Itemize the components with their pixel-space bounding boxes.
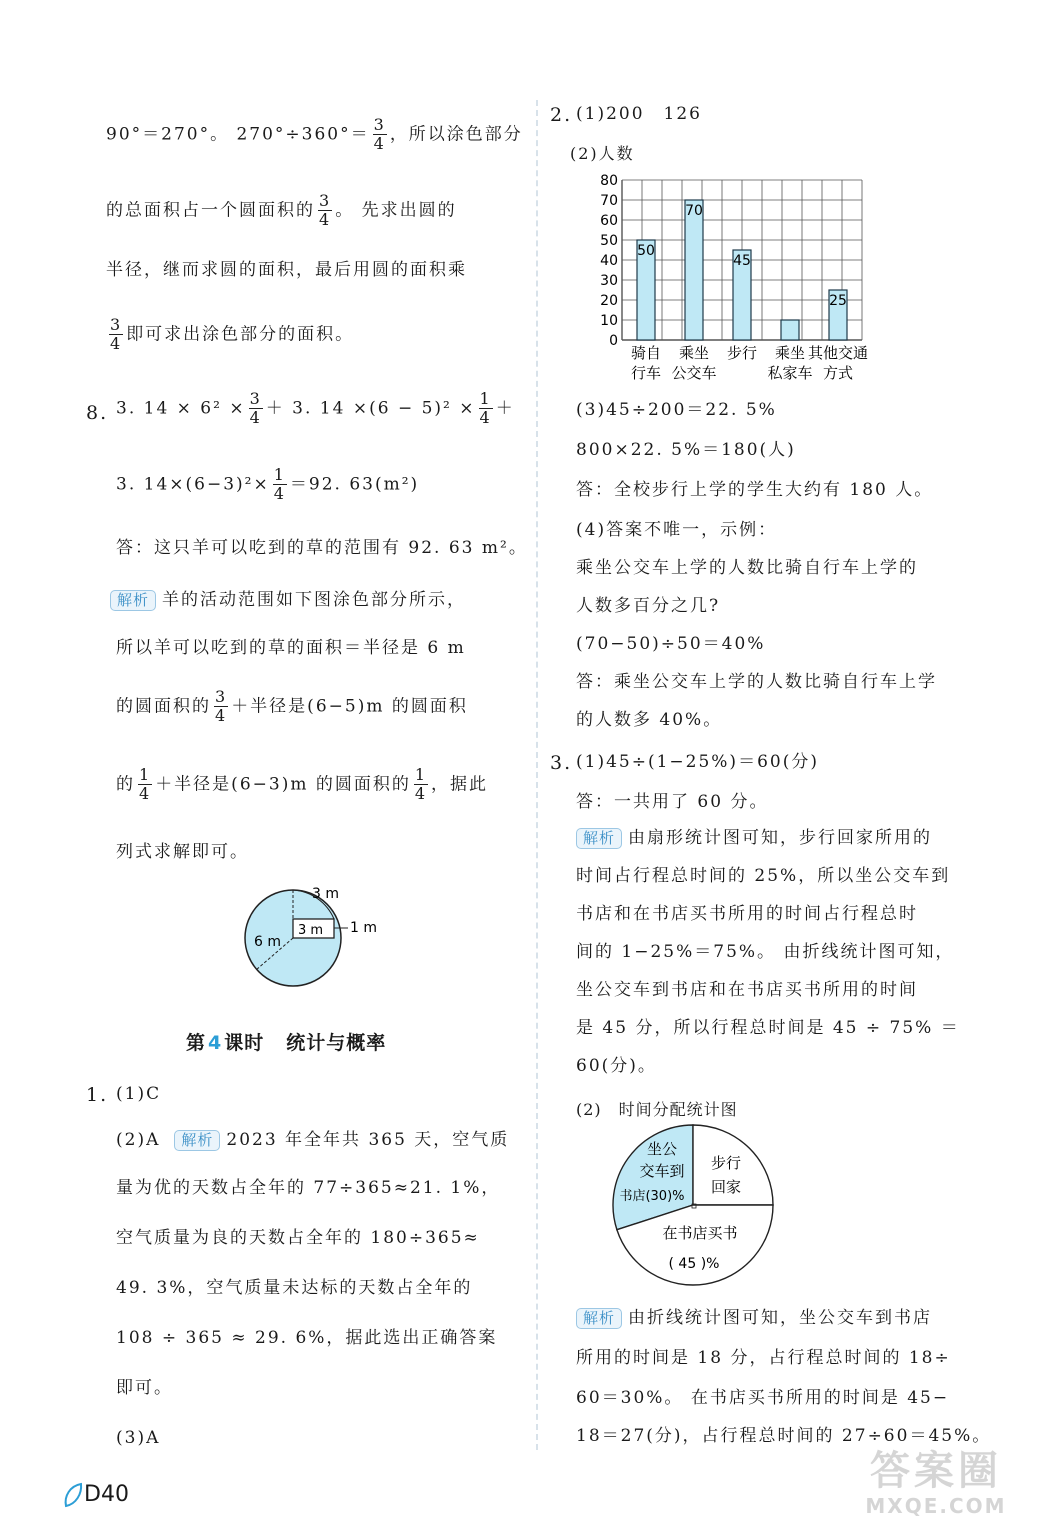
y-tick-label: 70 [600, 193, 618, 209]
fraction: $\frac{3}{4}$ [110, 315, 123, 354]
label-radius: 6 m [254, 934, 281, 950]
q8-analysis-line-2: 所以羊可以吃到的草的面积＝半径是 6 m [116, 638, 466, 658]
label-square: 3 m [298, 923, 324, 938]
q2-part-1: (1)200 126 [576, 104, 702, 124]
left-line-2: 的总面积占一个圆面积的 $\frac{3}{4}$ 。 先求出圆的 [106, 191, 457, 230]
x-tick-label: 行车 [630, 364, 662, 382]
pie-label-shop-2: ( 45 )% [668, 1256, 720, 1272]
q2-part-4a: (4)答案不唯一，示例： [576, 520, 778, 540]
q3-label: 3. [550, 752, 573, 774]
x-tick-label: 骑自 [630, 344, 662, 362]
q3-analysis-line-7: 60(分)。 [576, 1056, 657, 1076]
y-tick-label: 0 [609, 333, 618, 349]
fraction: $\frac{1}{4}$ [479, 389, 492, 428]
page-number: D40 [84, 1482, 129, 1507]
x-tick-label: 公交车 [671, 364, 717, 382]
q3-analysis-line-5: 坐公交车到书店和在书店买书所用的时间 [576, 980, 918, 1000]
q2-part-3b: 800×22. 5%＝180(人) [576, 440, 796, 460]
y-tick-label: 10 [600, 313, 618, 329]
bar [685, 200, 703, 340]
q1-analysis-line-2: 量为优的天数占全年的 77÷365≈21. 1%， [116, 1178, 501, 1198]
fraction: $\frac{3}{4}$ [319, 191, 332, 230]
q3-analysis-line-2: 时间占行程总时间的 25%，所以坐公交车到 [576, 866, 951, 886]
fraction: $\frac{3}{4}$ [373, 115, 386, 154]
q1-analysis-line-3: 空气质量为良的天数占全年的 180÷365≈ [116, 1228, 480, 1248]
q3-analysis-line-6: 是 45 分，所以行程总时间是 45 ÷ 75% ＝ [576, 1018, 960, 1038]
pie-label-bus-1: 坐公 [646, 1140, 678, 1158]
pie-label-walk-2: 回家 [710, 1178, 742, 1196]
bar-value-label: 45 [733, 253, 751, 269]
pie-label-walk-1: 步行 [710, 1154, 742, 1172]
q8-formula-line-2: 3. 14×(6−3)²× $\frac{1}{4}$ ＝92. 63(m²) [116, 465, 420, 504]
q1-analysis-line-5: 108 ÷ 365 ≈ 29. 6%，据此选出正确答案 [116, 1328, 498, 1348]
fraction: $\frac{3}{4}$ [215, 687, 228, 726]
q8-label: 8. [86, 402, 109, 424]
x-tick-label: 乘坐 [774, 344, 806, 362]
q2-part-2: (2)人数 [570, 144, 635, 163]
q1-analysis-line-6: 即可。 [116, 1378, 173, 1398]
y-tick-label: 20 [600, 293, 618, 309]
q1-part-1: (1)C [116, 1084, 162, 1104]
circle-diagram [236, 878, 396, 998]
y-tick-label: 50 [600, 233, 618, 249]
q2-part-3c: 答：全校步行上学的学生大约有 180 人。 [576, 480, 934, 500]
q3-analysis2-line-2: 所用的时间是 18 分，占行程总时间的 18÷ [576, 1348, 951, 1368]
left-line-3: 半径，继而求圆的面积，最后用圆的面积乘 [106, 260, 467, 280]
q2-part-4d: (70−50)÷50＝40% [576, 634, 766, 654]
q3-analysis-line-3: 书店和在书店买书所用的时间占行程总时 [576, 904, 918, 924]
q8-analysis-line-3: 的圆面积的 $\frac{3}{4}$ ＋半径是(6−5)m 的圆面积 [116, 687, 468, 726]
analysis-tag: 解析 [576, 828, 622, 849]
bar [781, 320, 799, 340]
pie-label-shop-1: 在书店买书 [662, 1224, 738, 1242]
label-side: 1 m [350, 920, 377, 936]
left-line-1: 90°＝270°。 270°÷360°＝ $\frac{3}{4}$ ，所以涂色部分 [106, 115, 523, 154]
pie-chart [608, 1120, 778, 1290]
analysis-tag: 解析 [110, 590, 156, 611]
q3-analysis-line-4: 间的 1−25%＝75%。 由折线统计图可知， [576, 942, 955, 962]
fraction: $\frac{3}{4}$ [249, 389, 262, 428]
bar-value-label: 25 [829, 293, 847, 309]
bar-value-label: 50 [637, 243, 655, 259]
q3-analysis2-line-3: 60＝30%。 在书店买书所用的时间是 45− [576, 1388, 950, 1408]
y-tick-label: 80 [600, 173, 618, 189]
x-tick-label: 步行 [726, 344, 758, 362]
x-tick-label: 方式 [822, 364, 854, 382]
x-tick-label: 其他交通 [807, 344, 869, 362]
q3-analysis-line-1: 解析 由扇形统计图可知，步行回家所用的 [576, 828, 932, 849]
q2-part-4c: 人数多百分之几? [576, 596, 721, 616]
q8-analysis-line-1: 解析 羊的活动范围如下图涂色部分所示， [110, 590, 466, 611]
q1-analysis-line-4: 49. 3%，空气质量未达标的天数占全年的 [116, 1278, 473, 1298]
section-heading: 第 4 课时 统计与概率 [186, 1032, 387, 1054]
y-tick-label: 40 [600, 253, 618, 269]
q8-analysis-line-4: 的 $\frac{1}{4}$ ＋半径是(6−3)m 的圆面积的 $\frac{1}{4}$ ，据此 [116, 765, 489, 804]
q8-analysis-line-5: 列式求解即可。 [116, 842, 249, 862]
y-tick-label: 30 [600, 273, 618, 289]
q8-formula-line-1: 3. 14 × 6² × $\frac{3}{4}$ ＋ 3. 14 ×(6 − 5)² × $\frac{1}{4}$ ＋ [116, 389, 515, 428]
fraction: $\frac{1}{4}$ [273, 465, 286, 504]
left-line-4: $\frac{3}{4}$ 即可求出涂色部分的面积。 [110, 315, 355, 354]
bar-chart [596, 168, 886, 388]
fraction: $\frac{1}{4}$ [414, 765, 428, 804]
q2-part-4e: 答：乘坐公交车上学的人数比骑自行车上学 [576, 672, 937, 692]
q1-part-2: (2)A 解析 2023 年全年共 365 天，空气质 [116, 1130, 510, 1150]
q2-part-4b: 乘坐公交车上学的人数比骑自行车上学的 [576, 558, 918, 578]
column-divider [536, 100, 538, 1450]
bar-value-label: 70 [685, 203, 703, 219]
watermark-logo-text: 答案圈 [870, 1448, 1002, 1494]
leaf-icon [62, 1482, 84, 1508]
q3-part-2: (2) 时间分配统计图 [576, 1100, 738, 1119]
q2-label: 2. [550, 104, 573, 126]
label-top: 3 m [312, 886, 339, 902]
q3-analysis2-line-4: 18＝27(分)，占行程总时间的 27÷60＝45%。 [576, 1426, 992, 1446]
y-tick-labels [600, 173, 618, 349]
q2-part-4f: 的人数多 40%。 [576, 710, 723, 730]
q3-analysis2-line-1: 解析 由折线统计图可知，坐公交车到书店 [576, 1308, 932, 1329]
pie-label-bus-2: 交车到 [639, 1162, 685, 1180]
watermark [846, 1448, 1026, 1528]
analysis-tag: 解析 [576, 1308, 622, 1329]
x-tick-labels [631, 344, 868, 382]
fraction: $\frac{1}{4}$ [139, 765, 152, 804]
q1-part-3: (3)A [116, 1428, 161, 1448]
q1-label: 1. [86, 1084, 109, 1106]
watermark-url: MXQE.COM [865, 1494, 1007, 1518]
x-tick-label: 乘坐 [678, 344, 710, 362]
q8-answer: 答：这只羊可以吃到的草的范围有 92. 63 m²。 [116, 538, 528, 558]
analysis-tag: 解析 [174, 1130, 220, 1151]
page-footer [62, 1482, 129, 1508]
x-tick-label: 私家车 [767, 364, 813, 382]
q2-part-3a: (3)45÷200＝22. 5% [576, 400, 777, 420]
y-tick-label: 60 [600, 213, 618, 229]
q3-part-1: (1)45÷(1−25%)＝60(分) [576, 752, 819, 772]
pie-label-bus-3: 书店(30)% [619, 1189, 685, 1204]
q3-answer: 答：一共用了 60 分。 [576, 792, 769, 812]
